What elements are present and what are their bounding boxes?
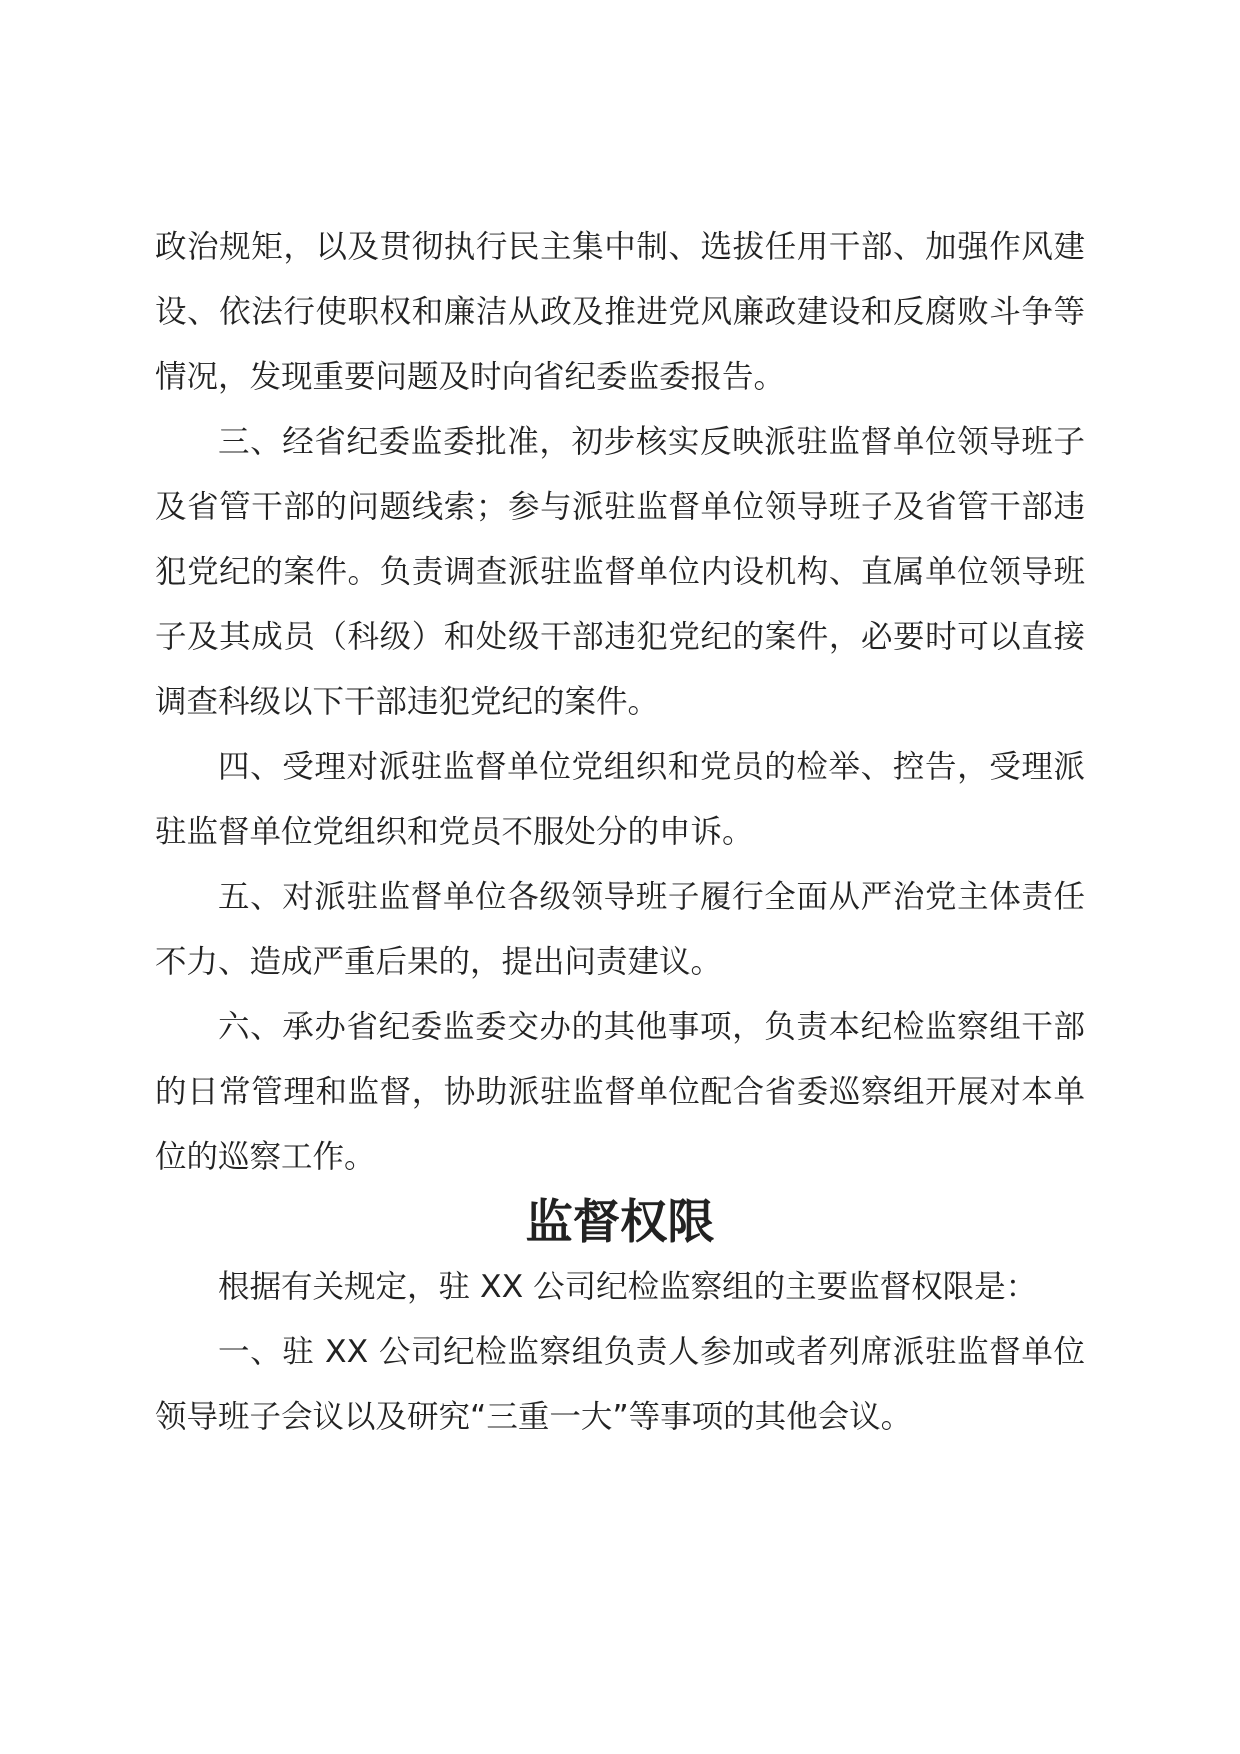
paragraph-intro: 根据有关规定，驻 XX 公司纪检监察组的主要监督权限是： xyxy=(218,1269,1038,1305)
paragraph-item-1: 一、驻 XX 公司纪检监察组负责人参加或者列席派驻监督单位领导班子会议以及研究“三重一大”等事项的其他会议。 xyxy=(155,1334,1085,1435)
paragraph-item-3: 三、经省纪委监委批准，初步核实反映派驻监督单位领导班子及省管干部的问题线索；参与派驻监督单位领导班子及省管干部违犯党纪的案件。负责调查派驻监督单位内设机构、直属单位领导班子及其成员（科级）和处级干部违犯党纪的案件，必要时可以直接调查科级以下干部违犯党纪的案件。 xyxy=(155,424,1085,720)
section-heading: 监督权限 xyxy=(525,1195,715,1250)
paragraph-item-6: 六、承办省纪委监委交办的其他事项，负责本纪检监察组干部的日常管理和监督，协助派驻监督单位配合省委巡察组开展对本单位的巡察工作。 xyxy=(155,1009,1085,1175)
paragraph-item-4: 四、受理对派驻监督单位党组织和党员的检举、控告，受理派驻监督单位党组织和党员不服处分的申诉。 xyxy=(155,749,1085,850)
document-body xyxy=(155,215,1085,1450)
paragraph-item-5: 五、对派驻监督单位各级领导班子履行全面从严治党主体责任不力、造成严重后果的，提出问责建议。 xyxy=(155,879,1085,980)
paragraph-continued: 政治规矩，以及贯彻执行民主集中制、选拔任用干部、加强作风建设、依法行使职权和廉洁从政及推进党风廉政建设和反腐败斗争等情况，发现重要问题及时向省纪委监委报告。 xyxy=(155,229,1085,395)
